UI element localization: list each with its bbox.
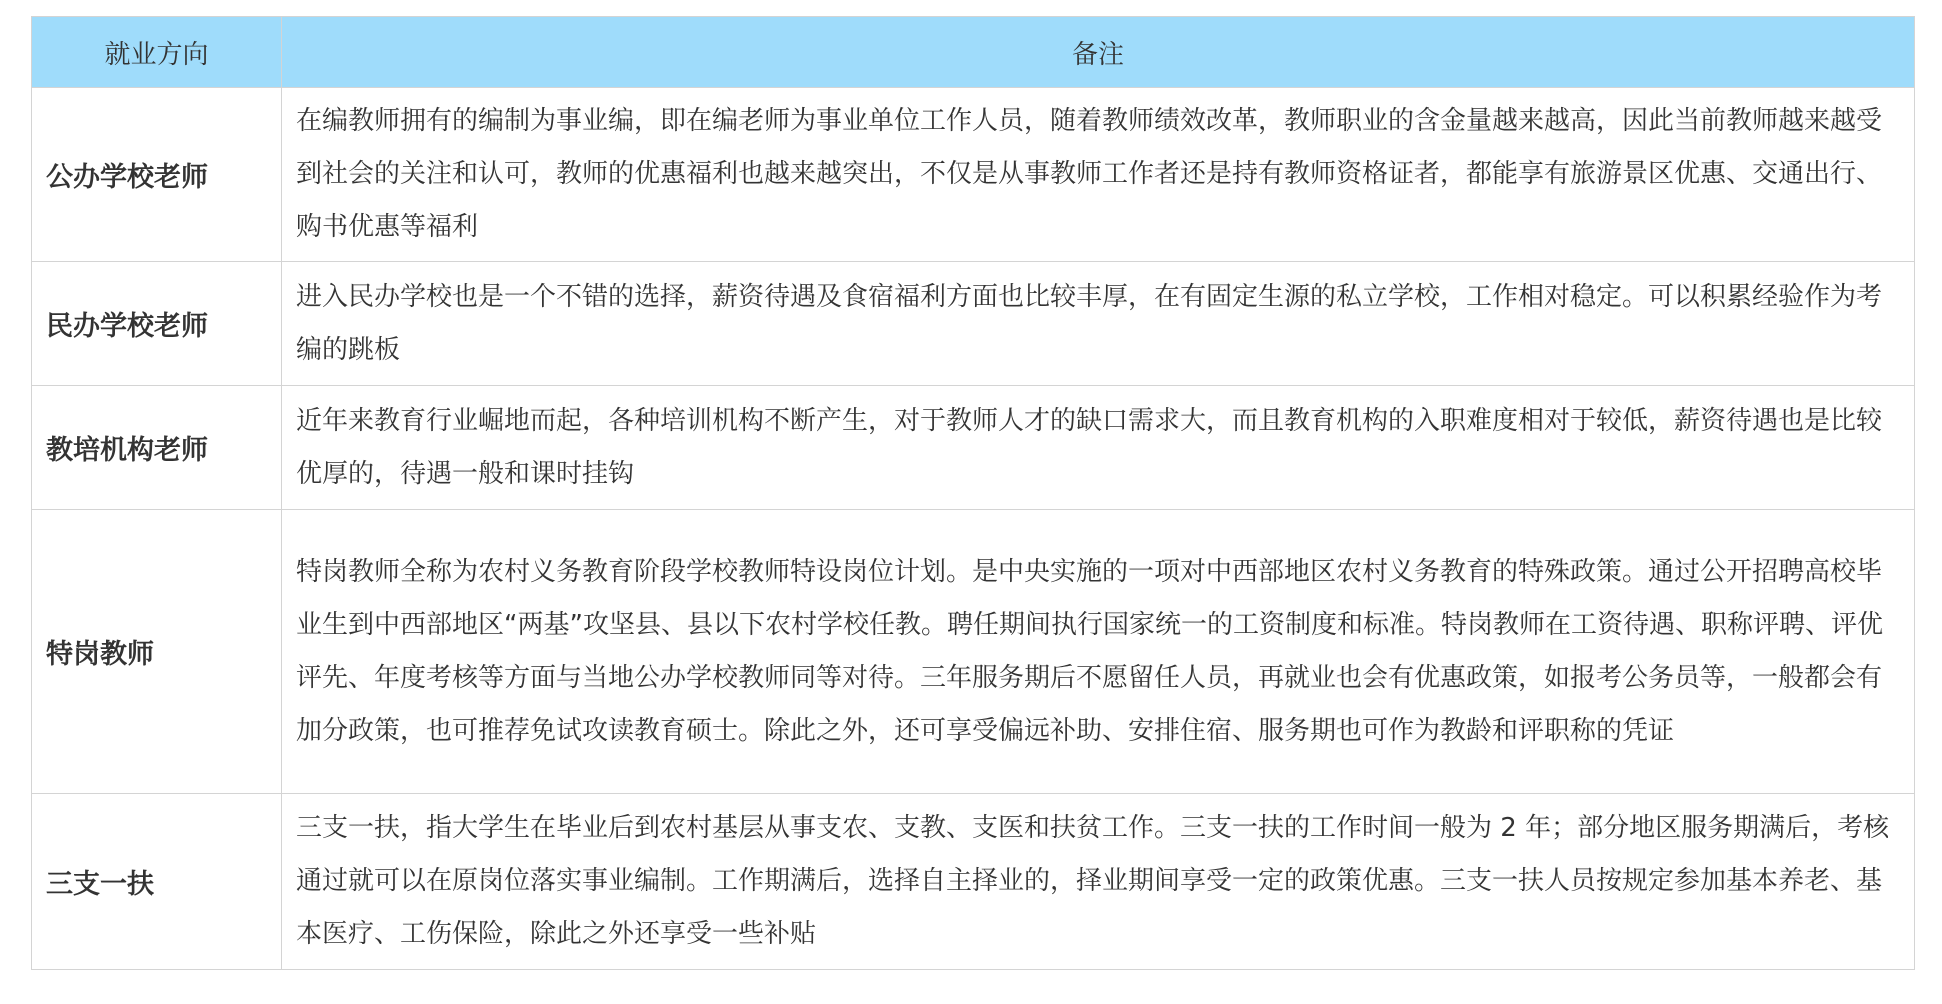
note-cell: 进入民办学校也是一个不错的选择，薪资待遇及食宿福利方面也比较丰厚，在有固定生源的私立学校，工作相对稳定。可以积累经验作为考编的跳板 bbox=[282, 262, 1915, 386]
direction-cell: 特岗教师 bbox=[32, 510, 282, 794]
table-header-row bbox=[32, 17, 1915, 88]
column-header-direction: 就业方向 bbox=[32, 17, 282, 88]
note-cell: 特岗教师全称为农村义务教育阶段学校教师特设岗位计划。是中央实施的一项对中西部地区农村义务教育的特殊政策。通过公开招聘高校毕业生到中西部地区“两基”攻坚县、县以下农村学校任教。聘任期间执行国家统一的工资制度和标准。特岗教师在工资待遇、职称评聘、评优评先、年度考核等方面与当地公办学校教师同等对待。三年服务期后不愿留任人员，再就业也会有优惠政策，如报考公务员等，一般都会有加分政策，也可推荐免试攻读教育硕士。除此之外，还可享受偏远补助、安排住宿、服务期也可作为教龄和评职称的凭证 bbox=[282, 510, 1915, 794]
employment-table-container bbox=[31, 16, 1915, 970]
direction-cell: 公办学校老师 bbox=[32, 88, 282, 262]
table-row bbox=[32, 88, 1915, 262]
table-row bbox=[32, 262, 1915, 386]
direction-cell: 民办学校老师 bbox=[32, 262, 282, 386]
employment-direction-table bbox=[31, 16, 1915, 970]
direction-cell: 三支一扶 bbox=[32, 794, 282, 970]
column-header-note: 备注 bbox=[282, 17, 1915, 88]
note-cell: 在编教师拥有的编制为事业编，即在编老师为事业单位工作人员，随着教师绩效改革，教师职业的含金量越来越高，因此当前教师越来越受到社会的关注和认可，教师的优惠福利也越来越突出，不仅是从事教师工作者还是持有教师资格证者，都能享有旅游景区优惠、交通出行、购书优惠等福利 bbox=[282, 88, 1915, 262]
table-row bbox=[32, 510, 1915, 794]
note-cell: 三支一扶，指大学生在毕业后到农村基层从事支农、支教、支医和扶贫工作。三支一扶的工作时间一般为 2 年；部分地区服务期满后，考核通过就可以在原岗位落实事业编制。工作期满后，选择自主择业的，择业期间享受一定的政策优惠。三支一扶人员按规定参加基本养老、基本医疗、工伤保险，除此之外还享受一些补贴 bbox=[282, 794, 1915, 970]
direction-cell: 教培机构老师 bbox=[32, 386, 282, 510]
table-row bbox=[32, 386, 1915, 510]
note-cell: 近年来教育行业崛地而起，各种培训机构不断产生，对于教师人才的缺口需求大，而且教育机构的入职难度相对于较低，薪资待遇也是比较优厚的，待遇一般和课时挂钩 bbox=[282, 386, 1915, 510]
table-row bbox=[32, 794, 1915, 970]
